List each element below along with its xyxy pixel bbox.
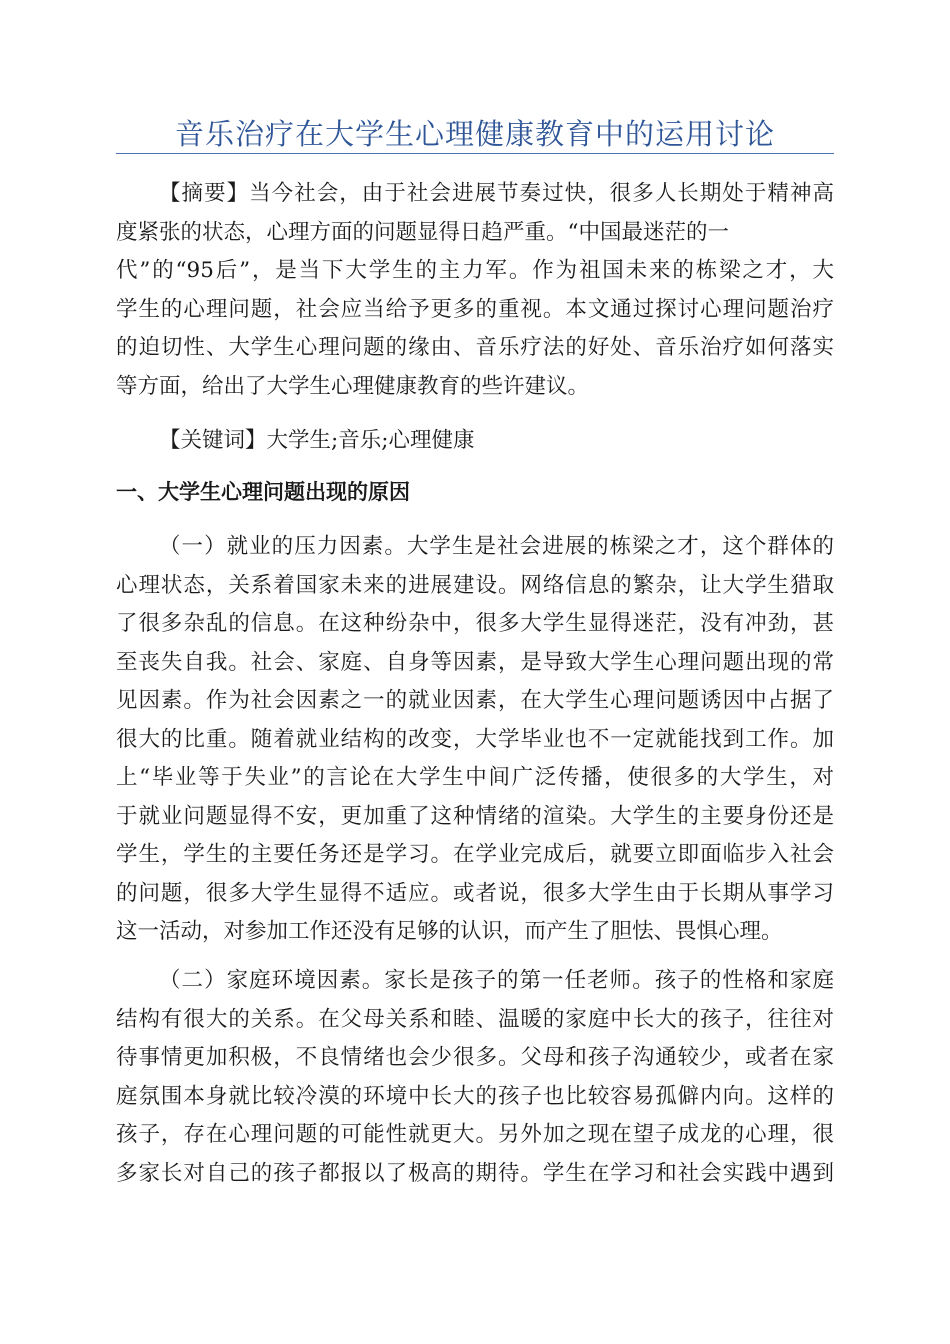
abstract-paragraph xyxy=(116,175,834,406)
paragraph-line: 这一活动，对参加工作还没有足够的认识，而产生了胆怯、畏惧心理。 xyxy=(116,919,783,944)
paragraph-line: 于就业问题显得不安，更加重了这种情绪的渲染。大学生的主要身份还是 xyxy=(116,803,834,829)
paragraph-line: 上“毕业等于失业”的言论在大学生中间广泛传播，使很多的大学生，对 xyxy=(116,765,834,790)
section-heading: 一、大学生心理问题出现的原因 xyxy=(116,480,410,504)
paragraph-family xyxy=(116,962,834,1193)
paragraph-employment xyxy=(116,528,834,952)
paragraph-line: 心理状态，关系着国家未来的进展建设。网络信息的繁杂，让大学生猎取 xyxy=(116,572,834,598)
paragraph-line: 至丧失自我。社会、家庭、自身等因素，是导致大学生心理问题出现的常 xyxy=(116,649,834,675)
paragraph-line: 见因素。作为社会因素之一的就业因素，在大学生心理问题诱因中占据了 xyxy=(116,688,834,713)
paragraph-line: 庭氛围本身就比较冷漠的环境中长大的孩子也比较容易孤僻内向。这样的 xyxy=(116,1083,834,1109)
abstract-line: 【摘要】当今社会，由于社会进展节奏过快，很多人长期处于精神高 xyxy=(159,181,834,206)
paragraph-line: 孩子，存在心理问题的可能性就更大。另外加之现在望子成龙的心理，很 xyxy=(116,1122,834,1147)
paragraph-line: 多家长对自己的孩子都报以了极高的期待。学生在学习和社会实践中遇到 xyxy=(116,1160,834,1186)
paragraph-line: （二）家庭环境因素。家长是孩子的第一任老师。孩子的性格和家庭 xyxy=(159,968,834,993)
paragraph-line: 的问题，很多大学生显得不适应。或者说，很多大学生由于长期从事学习 xyxy=(116,880,834,906)
abstract-line: 度紧张的状态，心理方面的问题显得日趋严重。“中国最迷茫的一 xyxy=(116,219,729,245)
abstract-line: 学生的心理问题，社会应当给予更多的重视。本文通过探讨心理问题治疗 xyxy=(116,296,834,322)
paragraph-line: 学生，学生的主要任务还是学习。在学业完成后，就要立即面临步入社会 xyxy=(116,842,834,867)
paragraph-line: 待事情更加积极，不良情绪也会少很多。父母和孩子沟通较少，或者在家 xyxy=(116,1045,834,1070)
abstract-line: 代”的“95后”，是当下大学生的主力军。作为祖国未来的栋梁之才，大 xyxy=(116,258,834,283)
title-underline xyxy=(116,153,834,154)
document-title: 音乐治疗在大学生心理健康教育中的运用讨论 xyxy=(174,117,775,151)
paragraph-line: 很大的比重。随着就业结构的改变，大学毕业也不一定就能找到工作。加 xyxy=(116,726,834,752)
abstract-line: 的迫切性、大学生心理问题的缘由、音乐疗法的好处、音乐治疗如何落实 xyxy=(116,335,834,360)
abstract-line: 等方面，给出了大学生心理健康教育的些许建议。 xyxy=(116,373,590,399)
paragraph-line: （一）就业的压力因素。大学生是社会进展的栋梁之才，这个群体的 xyxy=(159,534,834,559)
paragraph-line: 了很多杂乱的信息。在这种纷杂中，很多大学生显得迷茫，没有冲劲，甚 xyxy=(116,611,834,636)
keywords-line: 【关键词】大学生;音乐;心理健康 xyxy=(159,428,475,453)
paragraph-line: 结构有很大的关系。在父母关系和睦、温暖的家庭中长大的孩子，往往对 xyxy=(116,1006,834,1032)
